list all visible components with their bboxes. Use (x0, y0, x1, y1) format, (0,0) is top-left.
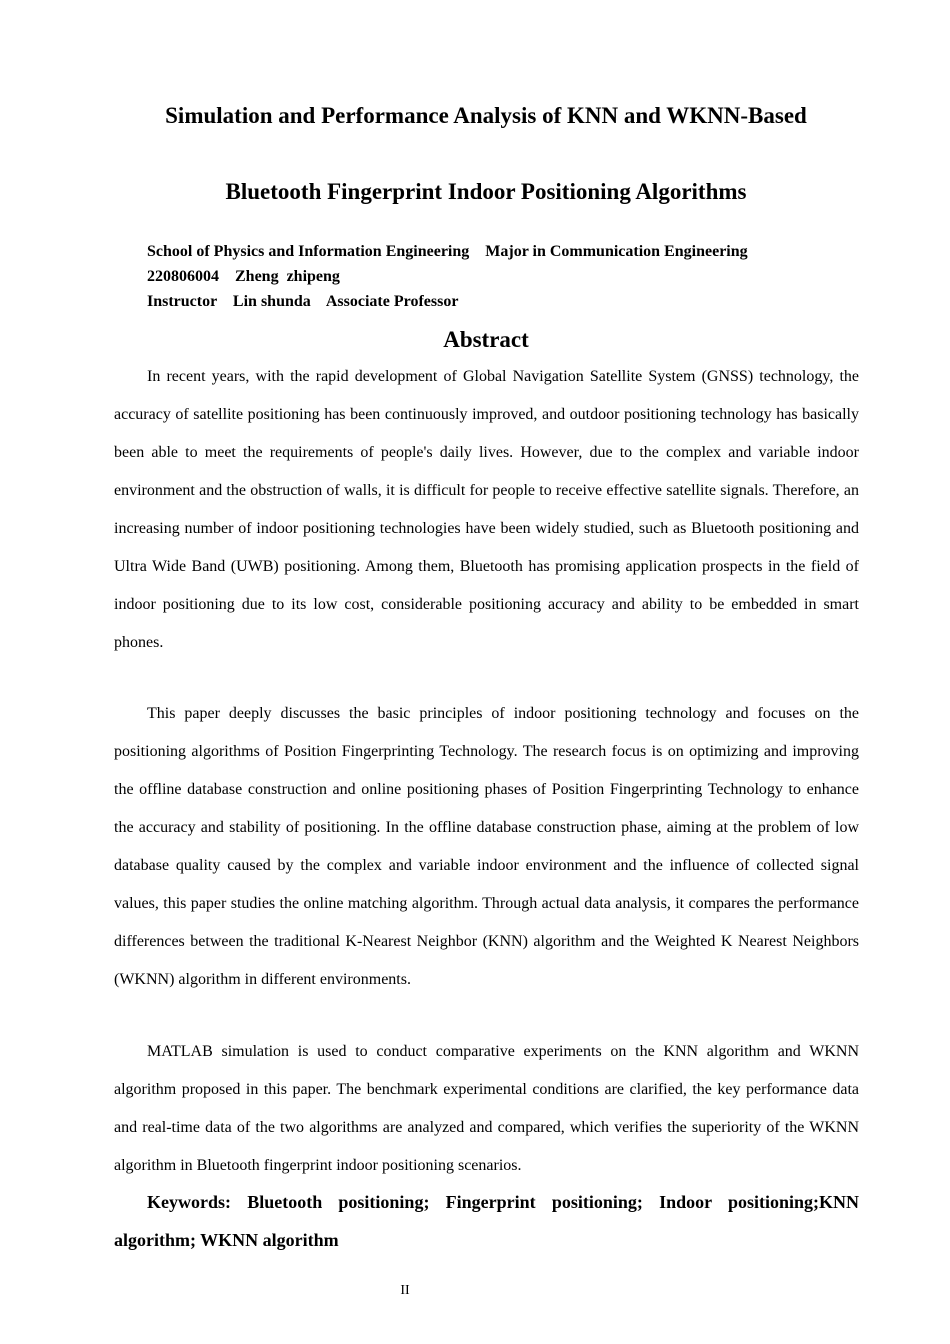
abstract-paragraph: MATLAB simulation is used to conduct comparative experiments on the KNN algorithm and WKNN algorithm proposed in this paper. The benchmark experimental conditions are clarified, the key performance data and real-time data of the two algorithms are analyzed and compared, which verifies the superiority of the WKNN algorithm in Bluetooth fingerprint indoor positioning scenarios. (114, 1043, 859, 1174)
keywords-line: Keywords: Bluetooth positioning; Fingerprint positioning; Indoor positioning;KNN algorithm; WKNN algorithm (114, 1192, 859, 1250)
page-number: II (400, 1283, 410, 1298)
abstract-paragraph: This paper deeply discusses the basic principles of indoor positioning technology and focuses on the positioning algorithms of Position Fingerprinting Technology. The research focus is on optimizing and improving the offline database construction and online positioning phases of Position Fingerprinting Technology to enhance the accuracy and stability of positioning. In the offline database construction phase, aiming at the problem of low database quality caused by the complex and variable indoor environment and the influence of collected signal values, this paper studies the online matching algorithm. Through actual data analysis, it compares the performance differences between the traditional K-Nearest Neighbor (KNN) algorithm and the Weighted K Nearest Neighbors (WKNN) algorithm in different environments. (114, 705, 859, 988)
abstract-heading: Abstract (443, 327, 529, 352)
school-major-line: School of Physics and Information Engineering Major in Communication Engineering (147, 243, 748, 260)
abstract-paragraph: In recent years, with the rapid development of Global Navigation Satellite System (GNSS) technology, the accuracy of satellite positioning has been continuously improved, and outdoor positioning technology has basically been able to meet the requirements of people's daily lives. However, due to the complex and variable indoor environment and the obstruction of walls, it is difficult for people to receive effective satellite signals. Therefore, an increasing number of indoor positioning technologies have been widely studied, such as Bluetooth positioning and Ultra Wide Band (UWB) positioning. Among them, Bluetooth has promising application prospects in the field of indoor positioning due to its low cost, considerable positioning accuracy and ability to be embedded in smart phones. (114, 368, 859, 651)
instructor-line: Instructor Lin shunda Associate Professor (147, 293, 459, 310)
student-id-name-line: 220806004 Zheng zhipeng (147, 268, 340, 285)
paper-title-line-1: Simulation and Performance Analysis of KNN and WKNN-Based (165, 103, 807, 128)
paper-title-line-2: Bluetooth Fingerprint Indoor Positioning Algorithms (225, 179, 747, 204)
